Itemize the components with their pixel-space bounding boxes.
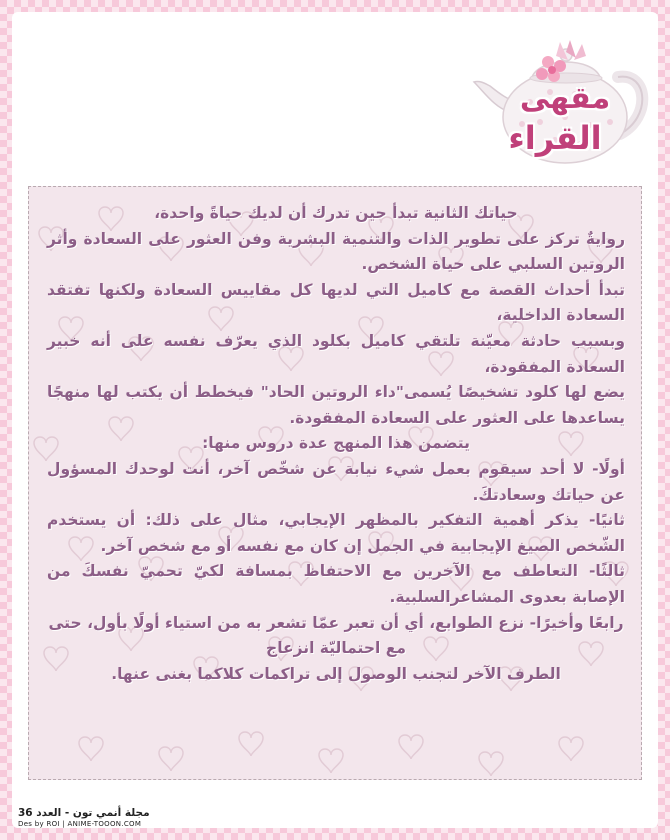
title-line-2: القراء [508,119,602,157]
paragraph: حياتك الثانية تبدأ حين تدرك أن لديك حياةً واحدة، [154,204,518,222]
paragraph: رابعًا وأخيرًا- نزع الطوابع، أي أن تعبر عمّا تشعر به من استياء أولًا بأول، حتى مع احتماليّة انزعاج [48,613,624,658]
magazine-issue: مجلة أنمي تون - العدد 36 [18,807,150,819]
paragraph: ثالثًا- التعاطف مع الآخرين مع الاحتفاظ بمسافة لكيّ تحميّ نفسكَ من الإصابة بعدوى المشاعرالسلبية. [47,562,625,606]
design-credit: Des by ROI | ANIME-TOOON.COM [18,820,142,828]
paragraph: تبدأ أحداث القصة مع كاميل التي لديها كل مقاييس السعادة ولكنها تفتقد السعادة الداخلية، [47,280,625,325]
footer [18,807,218,828]
paragraph: يضع لها كلود تشخيصًا يُسمى"داء الروتين الحاد" فيخطط أن يكتب لها منهجًا يساعدها على العثور على السعادة المفقودة. [47,383,625,427]
paragraph: الطرف الآخر لتجنب الوصول إلى تراكمات كلاكما بغنى عنها. [111,664,561,683]
title-line-1: مقهى [519,81,611,116]
article-panel [28,186,642,780]
article-text [47,201,625,687]
paragraph: أولًا- لا أحد سيقوم بعمل شيء نيابة عن شخّص آخر، أنت لوحدك المسؤول عن حياتك وسعادتكَ. [47,459,625,504]
paragraph: وبسبب حادثة معيّنة تلتقي كاميل بكلود الذي يعرّف نفسه على أنه خبير السعادة المفقودة، [47,331,625,376]
paragraph: ثانيًا- يذكر أهمية التفكير بالمظهر الإيجابي، مثال على ذلك: أن يستخدم الشّخص الصيغ الإيجابية في الجمل إن كان مع نفسه أو مع شخص آخر. [47,511,625,555]
paragraph: روايةٌ تركز على تطوير الذات والتنمية البشرية وفن العثور على السعادة وأثر الروتين السلبي على حياة الشخص. [47,229,625,274]
section-title [500,80,640,158]
paragraph: يتضمن هذا المنهج عدة دروس منها: [202,434,470,453]
